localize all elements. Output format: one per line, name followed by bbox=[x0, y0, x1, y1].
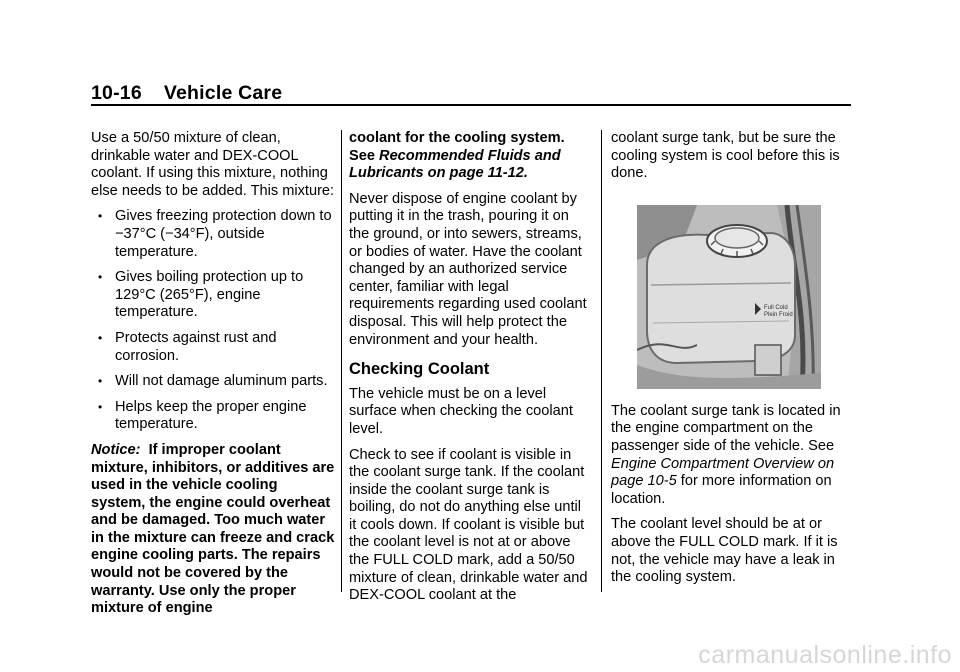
check-paragraph: Check to see if coolant is visible in the coolant surge tank. If the coolant inside the coolant surge tank is boiling, do not do anything else until it cools down. If coolant is visible but the coolant level is not at or above the FULL COLD mark, add a 50/50 mixture of clean, drinkable water and DEX-COOL coolant at the bbox=[349, 446, 588, 604]
column-3 bbox=[611, 130, 855, 595]
list-item: • Will not damage aluminum parts. bbox=[98, 373, 328, 390]
full-cold-paragraph: The coolant level should be at or above the FULL COLD mark. If it is not, the vehicle may have a leak in the cooling system. bbox=[611, 516, 838, 586]
notice-paragraph bbox=[91, 442, 335, 618]
page-header bbox=[91, 82, 282, 105]
dispose-paragraph: Never dispose of engine coolant by putting it in the trash, pouring it on the ground, or into sewers, streams, or bodies of water. Have the coolant changed by an authorized service center, familiar with legal requirements regarding used coolant disposal. This will help protect the environment and your health. bbox=[349, 190, 587, 348]
page-number: 10-16 bbox=[91, 82, 142, 104]
notice-text: If improper coolant mixture, inhibitors, or additives are used in the vehicle cooling system, the engine could overheat and be damaged. Too much water in the mixture can freeze and crack engine cooling parts. The repairs would not be covered by the warranty. Use only the proper mixture of engine bbox=[91, 441, 335, 617]
bullet-icon: • bbox=[98, 374, 103, 389]
bullet-icon: • bbox=[98, 330, 103, 345]
level-paragraph: The vehicle must be on a level surface when checking the coolant level. bbox=[349, 385, 573, 437]
column-divider-1 bbox=[341, 130, 342, 592]
bullet-icon: • bbox=[98, 270, 103, 285]
column-1 bbox=[91, 130, 335, 626]
full-cold-label: Full Cold bbox=[764, 304, 788, 311]
engine-compartment-reference-link[interactable]: Engine Compartment Overview on page 10-5 bbox=[611, 455, 835, 490]
intro-paragraph: Use a 50/50 mixture of clean, drinkable water and DEX-COOL coolant. If using this mixture, nothing else needs to be added. This mixture: bbox=[91, 130, 335, 199]
notice-continuation: coolant for the cooling system. See Recommended Fluids and Lubricants on page 11-12. bbox=[349, 130, 565, 182]
see-prefix: See bbox=[349, 147, 375, 164]
continuation-paragraph: coolant surge tank, but be sure the cooling system is cool before this is done. bbox=[611, 130, 840, 182]
plein-froid-label: Plein Froid bbox=[764, 311, 793, 318]
fluids-reference-link[interactable]: Recommended Fluids and Lubricants on page 11-12. bbox=[349, 147, 561, 182]
bullet-icon: • bbox=[98, 399, 103, 414]
surge-tank-illustration bbox=[637, 205, 821, 389]
coolant-surge-tank-figure bbox=[637, 205, 821, 389]
list-item: • Gives boiling protection up to 129°C (265°F), engine temperature. bbox=[98, 269, 304, 321]
notice-label: Notice: bbox=[91, 441, 141, 458]
bullet-icon: • bbox=[98, 209, 103, 224]
watermark: carmanualsonline.info bbox=[698, 641, 952, 669]
list-item: • Helps keep the proper engine temperature. bbox=[98, 398, 307, 433]
list-item: • Protects against rust and corrosion. bbox=[98, 329, 277, 364]
column-divider-2 bbox=[601, 130, 602, 592]
section-title: Vehicle Care bbox=[163, 82, 283, 104]
header-rule bbox=[91, 104, 851, 106]
column-2 bbox=[349, 130, 591, 613]
location-paragraph: The coolant surge tank is located in the engine compartment on the passenger side of the vehicle. See Engine Compartment Overview on page 10-5 for more information on location. bbox=[611, 402, 841, 507]
mixture-benefits-list bbox=[91, 208, 335, 434]
list-item: • Gives freezing protection down to −37°C (−34°F), outside temperature. bbox=[98, 208, 332, 260]
checking-coolant-heading: Checking Coolant bbox=[349, 360, 490, 379]
